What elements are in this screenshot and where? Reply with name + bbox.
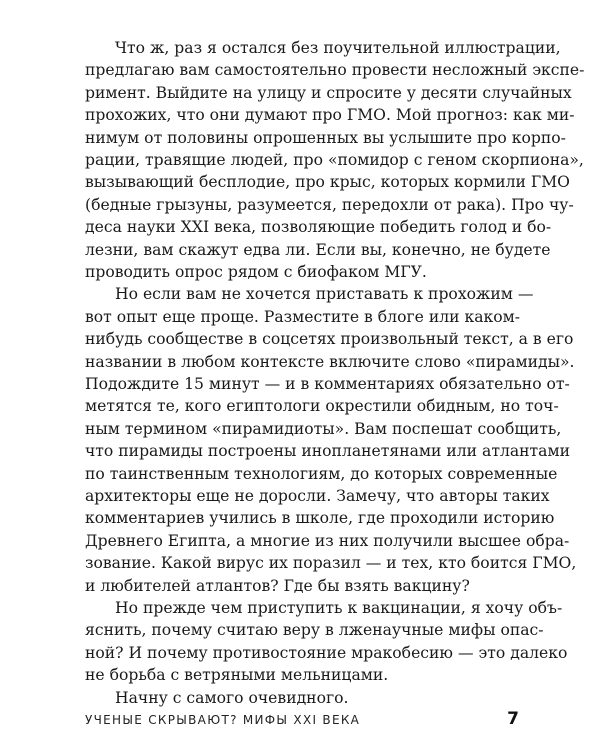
- text-line: зование. Какой вирус их поразил — и тех, кто боится ГМО,: [85, 554, 577, 573]
- text-line: ным термином «пирамидиоты». Вам поспешат сообщить,: [85, 419, 562, 438]
- text-line: архитекторы еще не доросли. Замечу, что авторы таких: [85, 487, 550, 505]
- text-line: прохожих, что они думают про ГМО. Мой прогноз: как ми-: [85, 106, 575, 125]
- text-line: рации, травящие людей, про «помидор с геном скорпиона»,: [85, 151, 584, 169]
- text-line: метятся те, кого египтологи окрестили обидным, но точ-: [85, 397, 559, 416]
- text-line: комментариев учились в школе, где проходили историю: [85, 509, 555, 528]
- text-line: Начну с самого очевидного.: [115, 688, 349, 707]
- text-line: предлагаю вам самостоятельно провести несложный экспе-: [85, 61, 585, 80]
- text-line: нимум от половины опрошенных вы услышите про корпо-: [85, 128, 566, 147]
- text-line: названии в любом контексте включите слово «пирамиды».: [85, 352, 575, 371]
- text-line: не борьба с ветряными мельницами.: [85, 666, 389, 685]
- text-line: ной? И почему противостояние мракобесию — это далеко: [85, 643, 568, 662]
- text-line: Подождите 15 минут — и в комментариях обязательно от-: [85, 375, 570, 393]
- text-line: вот опыт еще проще. Разместите в блоге или каком-: [85, 307, 521, 326]
- text-line: лезни, вам скажут едва ли. Если вы, конечно, не будете: [85, 240, 551, 259]
- page-number: 7: [507, 709, 519, 729]
- text-line: Что ж, раз я остался без поучительной иллюстрации,: [115, 39, 561, 57]
- text-line: римент. Выйдите на улицу и спросите у десяти случайных: [85, 83, 572, 102]
- text-line: деса науки XXI века, позволяющие победить голод и бо-: [85, 218, 552, 237]
- text-line: и любителей атлантов? Где бы взять вакцину?: [85, 576, 470, 595]
- text-line: по таинственным технологиям, до которых современные: [85, 464, 558, 483]
- text-line: Но прежде чем приступить к вакцинации, я хочу объ-: [115, 599, 563, 617]
- text-line: (бедные грызуны, разумеется, передохли от рака). Про чу-: [85, 195, 574, 214]
- text-line: Но если вам не хочется приставать к прохожим —: [115, 285, 534, 304]
- text-line: вызывающий бесплодие, про крыс, которых кормили ГМО: [85, 173, 570, 192]
- text-line: яснить, почему считаю веру в лженаучные мифы опас-: [85, 621, 544, 640]
- text-line: проводить опрос рядом с биофаком МГУ.: [85, 263, 427, 281]
- text-line: Древнего Египта, а многие из них получили высшее обра-: [85, 531, 570, 550]
- running-title: УЧЕНЫЕ СКРЫВАЮТ? МИФЫ XXI ВЕКА: [85, 713, 361, 727]
- text-line: нибудь сообществе в соцсетях произвольный текст, а в его: [85, 330, 574, 349]
- text-line: что пирамиды построены инопланетянами или атлантами: [85, 442, 570, 461]
